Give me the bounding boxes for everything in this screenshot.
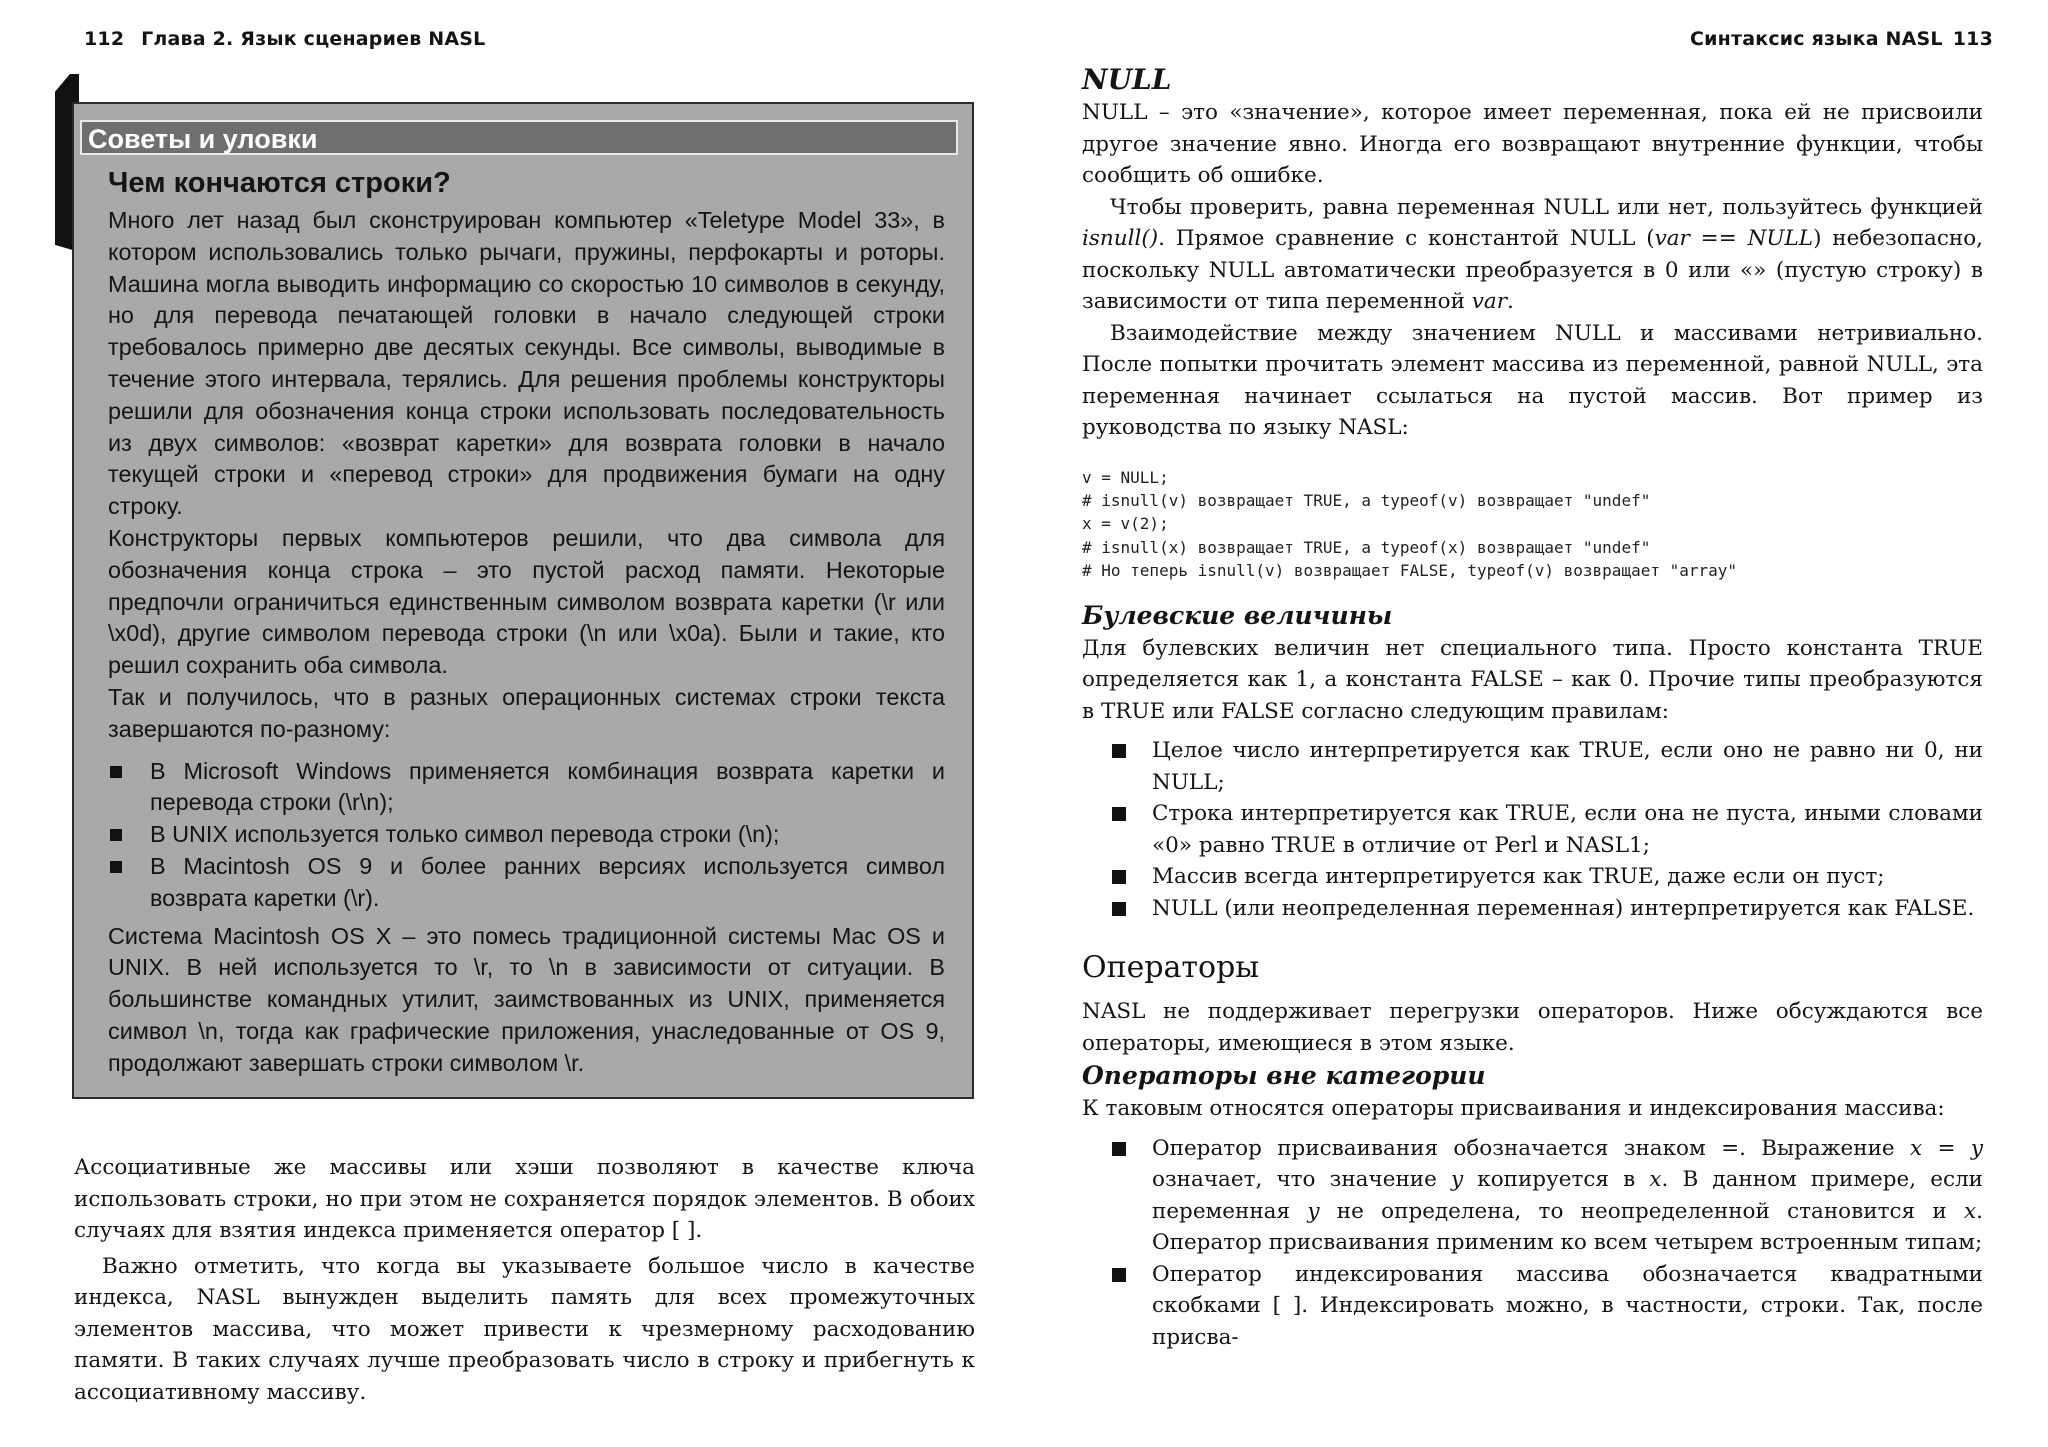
code-listing [1082, 466, 1983, 583]
boolean-paragraph: Для булевских величин нет специального типа. Просто константа TRUE определяется как 1, а константа FALSE – как 0. Прочие типы преобразуются в TRUE или FALSE согласно следующим правилам: [1082, 635, 1983, 724]
boolean-rule-item: NULL (или неопределенная переменная) интерпретируется как FALSE. [1082, 893, 1983, 925]
boolean-heading: Булевские величины [1082, 600, 1393, 630]
section-title: Синтаксис языка NASL [1690, 28, 1943, 50]
right-body-text [1082, 63, 1983, 1353]
tips-paragraph: Много лет назад был сконструирован компьютер «Teletype Model 33», в котором использовались только рычаги, пружины, перфокарты и роторы. Машина могла выводить информацию со скоростью 10 символов в секунду, но для перевода печатающей головки в начало следующей строки требовалось примерно две десятых секунды. Все символы, выводимые в течение этого интервала, терялись. Для решения проблемы конструкторы решили для обозначения конца строки использовать последовательность из двух символов: «возврат каретки» для возврата головки в начало текущей строки и «перевод строки» для продвижения бумаги на одну строку. [108, 207, 945, 520]
null-paragraph-1: NULL – это «значение», которое имеет переменная, пока ей не присвоили другое значение явно. Иногда его возвращают внутренние функции, чтобы сообщить об ошибке. [1082, 100, 1983, 188]
tips-paragraph: Конструкторы первых компьютеров решили, что два символа для обозначения конца строка – это пустой расход памяти. Некоторые предпочли ограничиться единственным символом возврата каретки (\r или \x0d), другие символом перевода строки (\n или \x0a). Были и такие, кто решил сохранить оба символа. [108, 524, 945, 679]
null-heading: NULL [1082, 63, 1172, 96]
tips-bullet-list [108, 756, 945, 915]
left-body-text [74, 1152, 975, 1408]
operators-subheading: Операторы вне категории [1082, 1061, 1486, 1091]
tips-heading: Чем кончаются строки? [108, 167, 451, 199]
var-name: var [1471, 289, 1508, 314]
boolean-rules-list [1082, 735, 1983, 924]
tips-bullet-item: В Macintosh OS 9 и более ранних версиях используется символ возврата каретки (\r). [108, 851, 945, 915]
code-line: # isnull(x) возвращает TRUE, а typeof(x) возвращает "undef" [1082, 537, 1651, 557]
tips-content [108, 165, 945, 1080]
chapter-title: Глава 2. Язык сценариев NASL [141, 28, 486, 50]
code-line: x = v(2); [1082, 514, 1169, 534]
tips-label: Советы и уловки [80, 120, 958, 155]
code-line: # Но теперь isnull(v) возвращает FALSE, typeof(v) возвращает "array" [1082, 561, 1738, 581]
body-paragraph: Ассоциативные же массивы или хэши позволяют в качестве ключа использовать строки, но при этом не сохраняется порядок элементов. В обоих случаях для взятия индекса применяется оператор [ ]. [74, 1155, 975, 1243]
operators-heading: Операторы [1082, 950, 1260, 986]
boolean-rule-item: Строка интерпретируется как TRUE, если она не пуста, иными словами «0» равно TRUE в отличие от Perl и NASL1; [1082, 798, 1983, 861]
comparison-expression: var == NULL [1654, 226, 1814, 251]
code-line: # isnull(v) возвращает TRUE, а typeof(v) возвращает "undef" [1082, 490, 1651, 510]
tips-bullet-item: В UNIX используется только символ перевода строки (\n); [108, 819, 945, 851]
operators-paragraph: NASL не поддерживает перегрузки операторов. Ниже обсуждаются все операторы, имеющиеся в этом языке. [1082, 999, 1983, 1056]
boolean-rule-item: Массив всегда интерпретируется как TRUE, даже если он пуст; [1082, 861, 1983, 893]
tips-sidebar-box [72, 102, 974, 1099]
isnull-function: isnull() [1082, 226, 1159, 251]
operators-list [1082, 1133, 1983, 1354]
code-line: v = NULL; [1082, 467, 1169, 487]
tips-bullet-item: В Microsoft Windows применяется комбинация возврата каретки и перевода строки (\r\n); [108, 756, 945, 820]
tips-paragraph: Так и получилось, что в разных операционных системах строки текста завершаются по-разному: [108, 683, 945, 742]
body-paragraph: Важно отметить, что когда вы указываете большое число в качестве индекса, NASL вынужден выделить память для всех промежуточных элементов массива, что может привести к чрезмерному расходованию памяти. В таких случаях лучше преобразовать число в строку и прибегнуть к ассоциативному массиву. [74, 1253, 975, 1405]
right-page-number: 113 [1952, 28, 1993, 50]
null-paragraph-2: Чтобы проверить, равна переменная NULL или нет, пользуйтесь функцией isnull(). Прямое сравнение с константой NULL (var == NULL) небезопасно, поскольку NULL автоматически преобразуется в 0 или «» (пустую строку) в зависимости от типа переменной var. [1082, 194, 1983, 314]
right-page [1024, 0, 2048, 1447]
left-page-number: 112 [84, 28, 125, 50]
left-running-head [74, 28, 485, 50]
boolean-rule-item: Целое число интерпретируется как TRUE, если оно не равно ни 0, ни NULL; [1082, 735, 1983, 798]
index-operator-item: Оператор индексирования массива обозначается квадратными скобками [ ]. Индексировать можно, в частности, строки. Так, после присва- [1082, 1259, 1983, 1354]
right-running-head [1690, 28, 2003, 50]
operators-intro: К таковым относятся операторы присваивания и индексирования массива: [1082, 1096, 1945, 1122]
null-paragraph-3: Взаимодействие между значением NULL и массивами нетривиально. После попытки прочитать элемент массива из переменной, равной NULL, эта переменная начинает ссылаться на пустой массив. Вот пример из руководства по языку NASL: [1082, 320, 1983, 440]
tips-closing-paragraph: Система Macintosh OS X – это помесь традиционной системы Mac OS и UNIX. В ней используется то \r, то \n в зависимости от ситуации. В большинстве командных утилит, заимствованных из UNIX, применяется символ \n, тогда как графические приложения, унаследованные от OS 9, продолжают завершать строки символом \r. [108, 922, 945, 1076]
assignment-operator-item: Оператор присваивания обозначается знаком =. Выражение x = y означает, что значение y копируется в x. В данном примере, если переменная y не определена, то неопределенной становится и x. Оператор присваивания применим ко всем четырем встроенным типам; [1082, 1133, 1983, 1259]
